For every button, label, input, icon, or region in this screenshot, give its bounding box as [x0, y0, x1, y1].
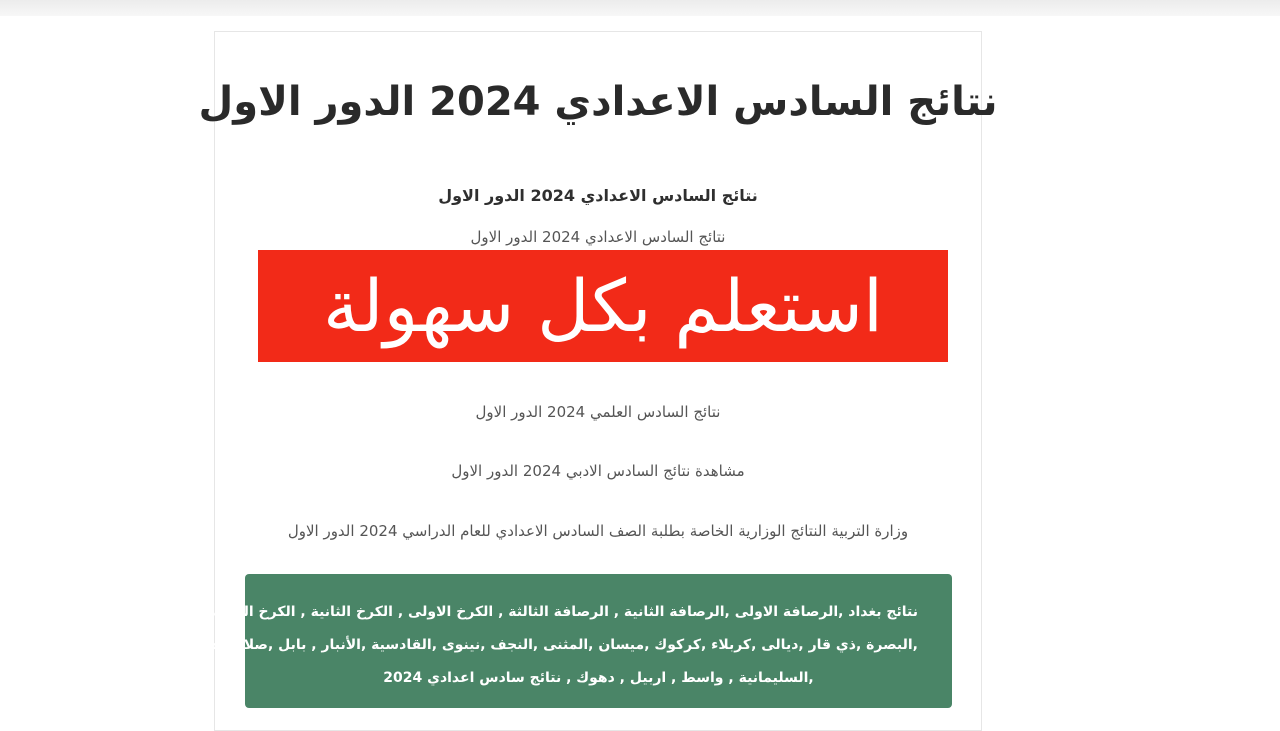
- browser-top-strip: [0, 0, 1280, 16]
- governorates-line: ,البصرة ,ذي قار ,ديالى ,كربلاء ,كركوك ,ميسان ,المثنى ,النجف ,نينوى ,القادسية ,الأنبار , بابل ,صلاح الدين: [192, 637, 918, 653]
- article-line: نتائج السادس الاعدادي 2024 الدور الاول: [470, 228, 726, 246]
- article-line: مشاهدة نتائج السادس الادبي 2024 الدور الاول: [451, 462, 745, 480]
- article-line: وزارة التربية النتائج الوزارية الخاصة بطلبة الصف السادس الاعدادي للعام الدراسي 2024 الدور الاول: [287, 522, 909, 540]
- promo-banner: [258, 250, 948, 362]
- article-subheading: نتائج السادس الاعدادي 2024 الدور الاول: [438, 186, 758, 205]
- article-line: نتائج السادس العلمي 2024 الدور الاول: [475, 403, 721, 421]
- promo-banner-text: استعلم بكل سهولة: [323, 264, 883, 348]
- page-title: نتائج السادس الاعدادي 2024 الدور الاول: [198, 79, 998, 125]
- governorates-line: نتائج بغداد ,الرصافة الاولى ,الرصافة الثانية , الرصافة الثالثة , الكرخ الاولى , الكرخ الثانية , الكرخ الثالثة: [213, 604, 918, 620]
- governorates-line: ,السليمانية , واسط , اربيل , دهوك , نتائج سادس اعدادي 2024: [383, 670, 814, 686]
- governorates-box: [192, 574, 952, 708]
